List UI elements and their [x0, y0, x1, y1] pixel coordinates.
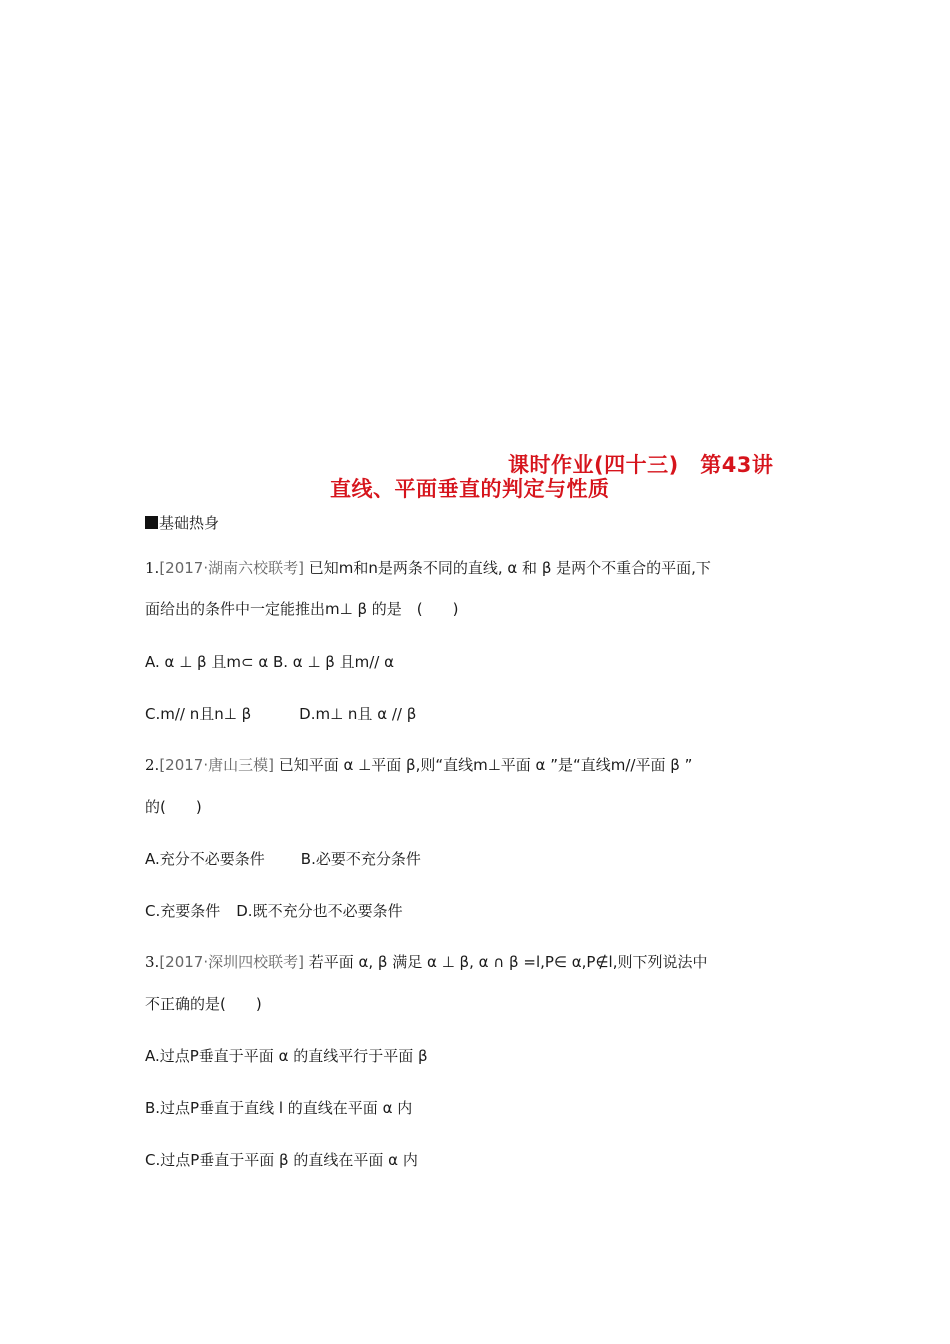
question-1-stem-line1: [145, 557, 711, 578]
option-c: C.m// n且n⊥ β: [145, 705, 252, 723]
question-3-option-b: B.过点P垂直于直线 l 的直线在平面 α 内: [145, 1099, 413, 1117]
question-3-stem-line2: 不正确的是( ): [145, 995, 262, 1013]
question-source: [2017·唐山三模]: [159, 756, 274, 774]
section-heading: [145, 512, 219, 533]
option-d: D.既不充分也不必要条件: [236, 902, 403, 920]
question-number: 3.: [145, 953, 160, 971]
question-1-stem-line2: 面给出的条件中一定能推出m⊥ β 的是 ( ): [145, 600, 459, 618]
question-3-option-a: A.过点P垂直于平面 α 的直线平行于平面 β: [145, 1047, 428, 1065]
question-1-options-cd: [145, 703, 416, 724]
page-title-line1: 课时作业(四十三) 第43讲: [508, 453, 774, 477]
page-title-line2: 直线、平面垂直的判定与性质: [330, 477, 610, 501]
question-source: [2017·深圳四校联考]: [159, 953, 304, 971]
option-b: B. α ⊥ β 且m// α: [272, 653, 395, 671]
question-2-stem-line2: 的( ): [145, 798, 202, 816]
option-a: A.充分不必要条件: [145, 850, 265, 868]
option-d: D.m⊥ n且 α // β: [299, 705, 417, 723]
question-number: 1.: [145, 559, 160, 577]
option-b: B.必要不充分条件: [300, 850, 421, 868]
question-stem: 已知平面 α ⊥平面 β,则“直线m⊥平面 α ”是“直线m//平面 β ”: [273, 756, 693, 774]
question-number: 2.: [145, 756, 160, 774]
question-2-options-ab: [145, 848, 421, 869]
question-1-options-ab: [145, 651, 394, 672]
question-3-option-c: C.过点P垂直于平面 β 的直线在平面 α 内: [145, 1151, 418, 1169]
question-source: [2017·湖南六校联考]: [159, 559, 304, 577]
section-label: 基础热身: [159, 514, 220, 532]
option-c: C.充要条件: [145, 902, 221, 920]
question-stem: 若平面 α, β 满足 α ⊥ β, α ∩ β =l,P∈ α,P∉l,则下列说法中: [303, 953, 708, 971]
option-a: A. α ⊥ β 且m⊂ α: [145, 653, 269, 671]
question-stem: 已知m和n是两条不同的直线, α 和 β 是两个不重合的平面,下: [303, 559, 711, 577]
question-2-stem-line1: [145, 754, 692, 775]
question-2-options-cd: [145, 900, 403, 921]
question-3-stem-line1: [145, 951, 707, 972]
black-square-icon: [145, 516, 158, 529]
